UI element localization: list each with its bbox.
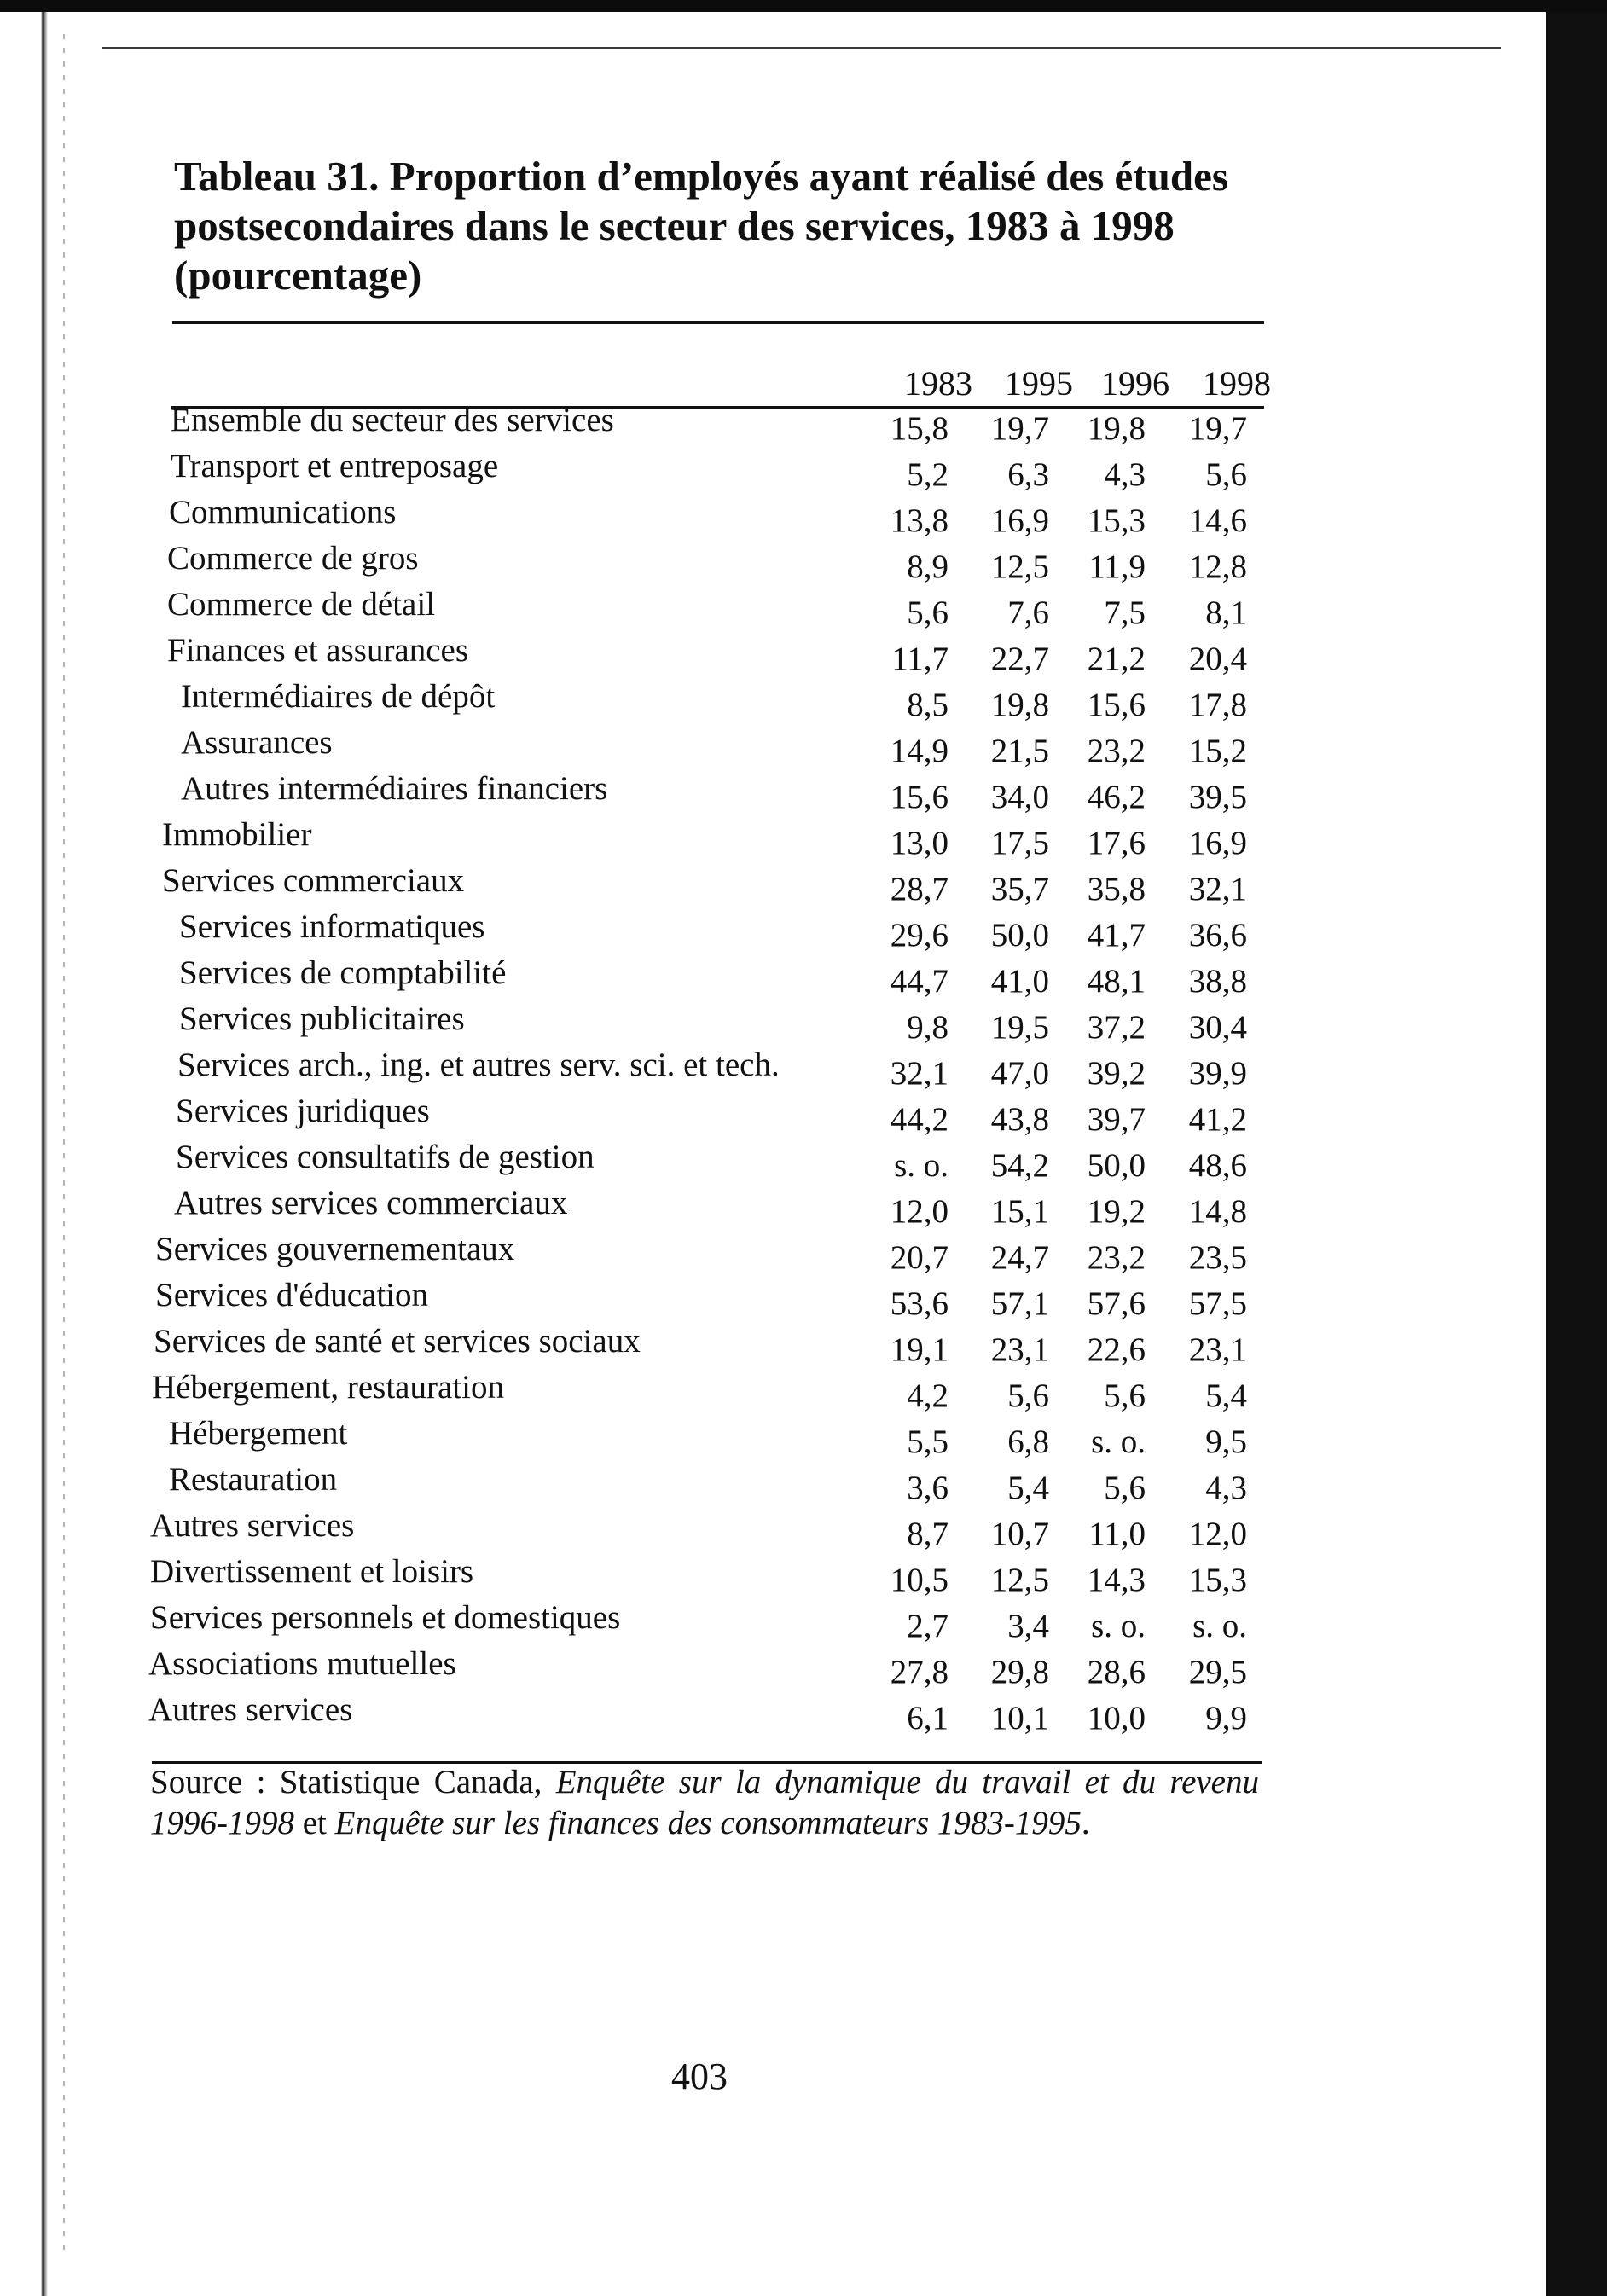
cell-1996: 10,0 — [1087, 1700, 1146, 1736]
cell-1998: 41,2 — [1188, 1101, 1247, 1138]
row-label: Finances et assurances — [167, 632, 469, 669]
source-connector: et — [294, 1805, 335, 1841]
cell-1996: 21,2 — [1087, 641, 1146, 677]
table-row — [0, 1184, 1607, 1230]
cell-1995: 24,7 — [990, 1239, 1049, 1276]
cell-1998: 9,5 — [1205, 1423, 1247, 1460]
cell-1983: 13,8 — [890, 502, 949, 539]
cell-1983: 8,9 — [907, 548, 949, 585]
cell-1995: 19,5 — [990, 1009, 1049, 1046]
table-row — [0, 585, 1607, 631]
cell-1998: 17,8 — [1188, 687, 1247, 723]
cell-1998: 20,4 — [1188, 641, 1247, 677]
table-row — [0, 1276, 1607, 1322]
row-label: Autres services commerciaux — [174, 1185, 568, 1221]
cell-1998: 12,8 — [1188, 548, 1247, 585]
table-row — [0, 1598, 1607, 1644]
cell-1996: 11,9 — [1088, 548, 1146, 585]
cell-1996: 41,7 — [1087, 917, 1146, 954]
cell-1995: 19,7 — [990, 410, 1049, 447]
cell-1998: 8,1 — [1205, 594, 1247, 631]
source-survey-1: Enquête sur la dynamique du travail et du revenu 1996-1998 — [150, 1764, 1259, 1841]
row-label: Services consultatifs de gestion — [176, 1139, 595, 1175]
cell-1995: 12,5 — [990, 548, 1049, 585]
cell-1983: 29,6 — [890, 917, 949, 954]
row-label: Services commerciaux — [162, 862, 465, 899]
row-label: Services de comptabilité — [179, 954, 507, 991]
table-row — [0, 631, 1607, 677]
table-row — [0, 815, 1607, 861]
row-label: Autres services — [148, 1691, 353, 1728]
cell-1996: 50,0 — [1087, 1147, 1146, 1184]
cell-1995: 3,4 — [1007, 1608, 1049, 1644]
cell-1996: 57,6 — [1087, 1285, 1146, 1322]
row-label: Assurances — [181, 724, 333, 761]
cell-1983: 28,7 — [890, 871, 949, 907]
cell-1983: 14,9 — [890, 733, 949, 769]
cell-1996: 28,6 — [1087, 1654, 1146, 1690]
cell-1996: 19,8 — [1087, 410, 1146, 447]
table-row — [0, 539, 1607, 585]
cell-1996: s. o. — [1091, 1423, 1146, 1460]
cell-1995: 29,8 — [990, 1654, 1049, 1690]
cell-1983: 12,0 — [890, 1193, 949, 1230]
cell-1998: 30,4 — [1188, 1009, 1247, 1046]
column-header-1995: 1995 — [1005, 364, 1073, 403]
cell-1983: 15,8 — [890, 410, 949, 447]
cell-1998: 15,3 — [1188, 1562, 1247, 1598]
row-label: Intermédiaires de dépôt — [181, 678, 496, 715]
cell-1996: 4,3 — [1104, 456, 1146, 493]
cell-1983: 27,8 — [890, 1654, 949, 1690]
row-label: Commerce de gros — [167, 540, 419, 577]
row-label: Hébergement — [169, 1415, 348, 1452]
table-row — [0, 1552, 1607, 1598]
cell-1996: 35,8 — [1087, 871, 1146, 907]
cell-1995: 23,1 — [990, 1331, 1049, 1368]
cell-1996: 19,2 — [1087, 1193, 1146, 1230]
table-row — [0, 447, 1607, 493]
cell-1983: 10,5 — [890, 1562, 949, 1598]
page-number: 403 — [671, 2055, 728, 2097]
cell-1996: 23,2 — [1087, 1239, 1146, 1276]
cell-1996: 37,2 — [1087, 1009, 1146, 1046]
cell-1998: 5,4 — [1205, 1377, 1247, 1414]
table-row — [0, 723, 1607, 769]
cell-1995: 43,8 — [990, 1101, 1049, 1138]
cell-1996: 48,1 — [1087, 963, 1146, 1000]
row-label: Ensemble du secteur des services — [171, 402, 614, 438]
cell-1995: 15,1 — [990, 1193, 1049, 1230]
table-row — [0, 769, 1607, 815]
cell-1995: 7,6 — [1007, 594, 1049, 631]
cell-1983: 19,1 — [890, 1331, 949, 1368]
row-label: Immobilier — [162, 816, 312, 853]
cell-1995: 41,0 — [990, 963, 1049, 1000]
cell-1996: 5,6 — [1104, 1377, 1146, 1414]
row-label: Services juridiques — [176, 1093, 430, 1129]
cell-1983: 2,7 — [907, 1608, 949, 1644]
cell-1998: 12,0 — [1188, 1516, 1247, 1552]
table-title: Tableau 31. Proportion d’employés ayant réalisé des études postsecondaires dans le secteur des services, 1983 à 1998 (pourcentage) — [174, 153, 1228, 299]
cell-1998: 57,5 — [1188, 1285, 1247, 1322]
cell-1983: 44,2 — [890, 1101, 949, 1138]
cell-1983: 15,6 — [890, 779, 949, 815]
cell-1983: 32,1 — [890, 1055, 949, 1092]
cell-1998: 38,8 — [1188, 963, 1247, 1000]
table-row — [0, 1368, 1607, 1414]
cell-1983: 5,5 — [907, 1423, 949, 1460]
table-row — [0, 907, 1607, 954]
row-label: Hébergement, restauration — [152, 1369, 504, 1406]
table-row — [0, 1460, 1607, 1506]
cell-1996: 11,0 — [1088, 1516, 1146, 1552]
cell-1995: 22,7 — [990, 641, 1049, 677]
cell-1998: 23,5 — [1188, 1239, 1247, 1276]
source-note — [150, 1762, 1259, 1844]
column-header-1996: 1996 — [1101, 364, 1169, 403]
cell-1995: 12,5 — [990, 1562, 1049, 1598]
row-label: Associations mutuelles — [148, 1645, 456, 1682]
cell-1996: 14,3 — [1087, 1562, 1146, 1598]
cell-1995: 6,8 — [1007, 1423, 1049, 1460]
cell-1995: 5,4 — [1007, 1470, 1049, 1506]
cell-1998: 36,6 — [1188, 917, 1247, 954]
cell-1998: 39,5 — [1188, 779, 1247, 815]
cell-1995: 16,9 — [990, 502, 1049, 539]
cell-1996: 46,2 — [1087, 779, 1146, 815]
table-row — [0, 1000, 1607, 1046]
table-row — [0, 1046, 1607, 1092]
cell-1998: 5,6 — [1205, 456, 1247, 493]
cell-1998: 32,1 — [1188, 871, 1247, 907]
cell-1998: 9,9 — [1205, 1700, 1247, 1736]
cell-1983: 5,2 — [907, 456, 949, 493]
cell-1983: 8,7 — [907, 1516, 949, 1552]
row-label: Services publicitaires — [179, 1000, 465, 1037]
cell-1995: 17,5 — [990, 825, 1049, 861]
row-label: Restauration — [169, 1461, 338, 1498]
cell-1995: 50,0 — [990, 917, 1049, 954]
cell-1996: 5,6 — [1104, 1470, 1146, 1506]
cell-1983: 13,0 — [890, 825, 949, 861]
cell-1996: 23,2 — [1087, 733, 1146, 769]
cell-1996: s. o. — [1091, 1608, 1146, 1644]
table-row — [0, 1506, 1607, 1552]
source-survey-2: Enquête sur les finances des consommateurs 1983-1995 — [334, 1805, 1082, 1841]
cell-1998: 39,9 — [1188, 1055, 1247, 1092]
table-row — [0, 1322, 1607, 1368]
cell-1995: 5,6 — [1007, 1377, 1049, 1414]
cell-1996: 22,6 — [1087, 1331, 1146, 1368]
table-row — [0, 861, 1607, 907]
row-label: Services d'éducation — [155, 1277, 428, 1313]
table-row — [0, 401, 1607, 447]
table-row — [0, 954, 1607, 1000]
cell-1996: 15,6 — [1087, 687, 1146, 723]
row-label: Services informatiques — [179, 908, 485, 945]
cell-1996: 15,3 — [1087, 502, 1146, 539]
cell-1998: 48,6 — [1188, 1147, 1247, 1184]
cell-1998: 15,2 — [1188, 733, 1247, 769]
cell-1996: 39,7 — [1087, 1101, 1146, 1138]
cell-1983: 53,6 — [890, 1285, 949, 1322]
cell-1995: 57,1 — [990, 1285, 1049, 1322]
cell-1998: s. o. — [1192, 1608, 1247, 1644]
cell-1983: 5,6 — [907, 594, 949, 631]
table-row — [0, 1414, 1607, 1460]
cell-1995: 10,1 — [990, 1700, 1049, 1736]
row-label: Divertissement et loisirs — [150, 1553, 474, 1590]
row-label: Communications — [169, 494, 397, 531]
table-row — [0, 1092, 1607, 1138]
cell-1983: 9,8 — [907, 1009, 949, 1046]
cell-1983: 3,6 — [907, 1470, 949, 1506]
row-label: Services arch., ing. et autres serv. sci. et tech. — [177, 1047, 780, 1083]
source-suffix: . — [1081, 1805, 1090, 1841]
table-row — [0, 1230, 1607, 1276]
column-header-1998: 1998 — [1203, 364, 1271, 403]
table-row — [0, 677, 1607, 723]
cell-1998: 16,9 — [1188, 825, 1247, 861]
row-label: Commerce de détail — [167, 586, 436, 623]
source-prefix: Source : Statistique Canada, — [150, 1764, 556, 1800]
cell-1995: 19,8 — [990, 687, 1049, 723]
cell-1996: 17,6 — [1087, 825, 1146, 861]
cell-1998: 4,3 — [1205, 1470, 1247, 1506]
cell-1983: 44,7 — [890, 963, 949, 1000]
cell-1998: 14,8 — [1188, 1193, 1247, 1230]
cell-1996: 39,2 — [1087, 1055, 1146, 1092]
row-label: Autres services — [150, 1507, 355, 1544]
cell-1998: 23,1 — [1188, 1331, 1247, 1368]
cell-1998: 14,6 — [1188, 502, 1247, 539]
cell-1983: 6,1 — [907, 1700, 949, 1736]
cell-1995: 10,7 — [990, 1516, 1049, 1552]
cell-1995: 54,2 — [990, 1147, 1049, 1184]
cell-1998: 29,5 — [1188, 1654, 1247, 1690]
cell-1995: 34,0 — [990, 779, 1049, 815]
table-row — [0, 1138, 1607, 1184]
row-label: Services personnels et domestiques — [150, 1599, 621, 1636]
cell-1983: 4,2 — [907, 1377, 949, 1414]
row-label: Transport et entreposage — [171, 448, 499, 484]
cell-1998: 19,7 — [1188, 410, 1247, 447]
cell-1995: 47,0 — [990, 1055, 1049, 1092]
cell-1995: 35,7 — [990, 871, 1049, 907]
cell-1995: 21,5 — [990, 733, 1049, 769]
row-label: Autres intermédiaires financiers — [181, 770, 608, 807]
table-row — [0, 493, 1607, 539]
cell-1996: 7,5 — [1104, 594, 1146, 631]
column-header-1983: 1983 — [904, 364, 972, 403]
table-row — [0, 1690, 1607, 1736]
row-label: Services de santé et services sociaux — [154, 1323, 641, 1360]
table-row — [0, 1644, 1607, 1690]
cell-1983: 8,5 — [907, 687, 949, 723]
row-label: Services gouvernementaux — [155, 1231, 515, 1267]
cell-1983: s. o. — [894, 1147, 949, 1184]
cell-1983: 20,7 — [890, 1239, 949, 1276]
cell-1983: 11,7 — [891, 641, 949, 677]
cell-1995: 6,3 — [1007, 456, 1049, 493]
